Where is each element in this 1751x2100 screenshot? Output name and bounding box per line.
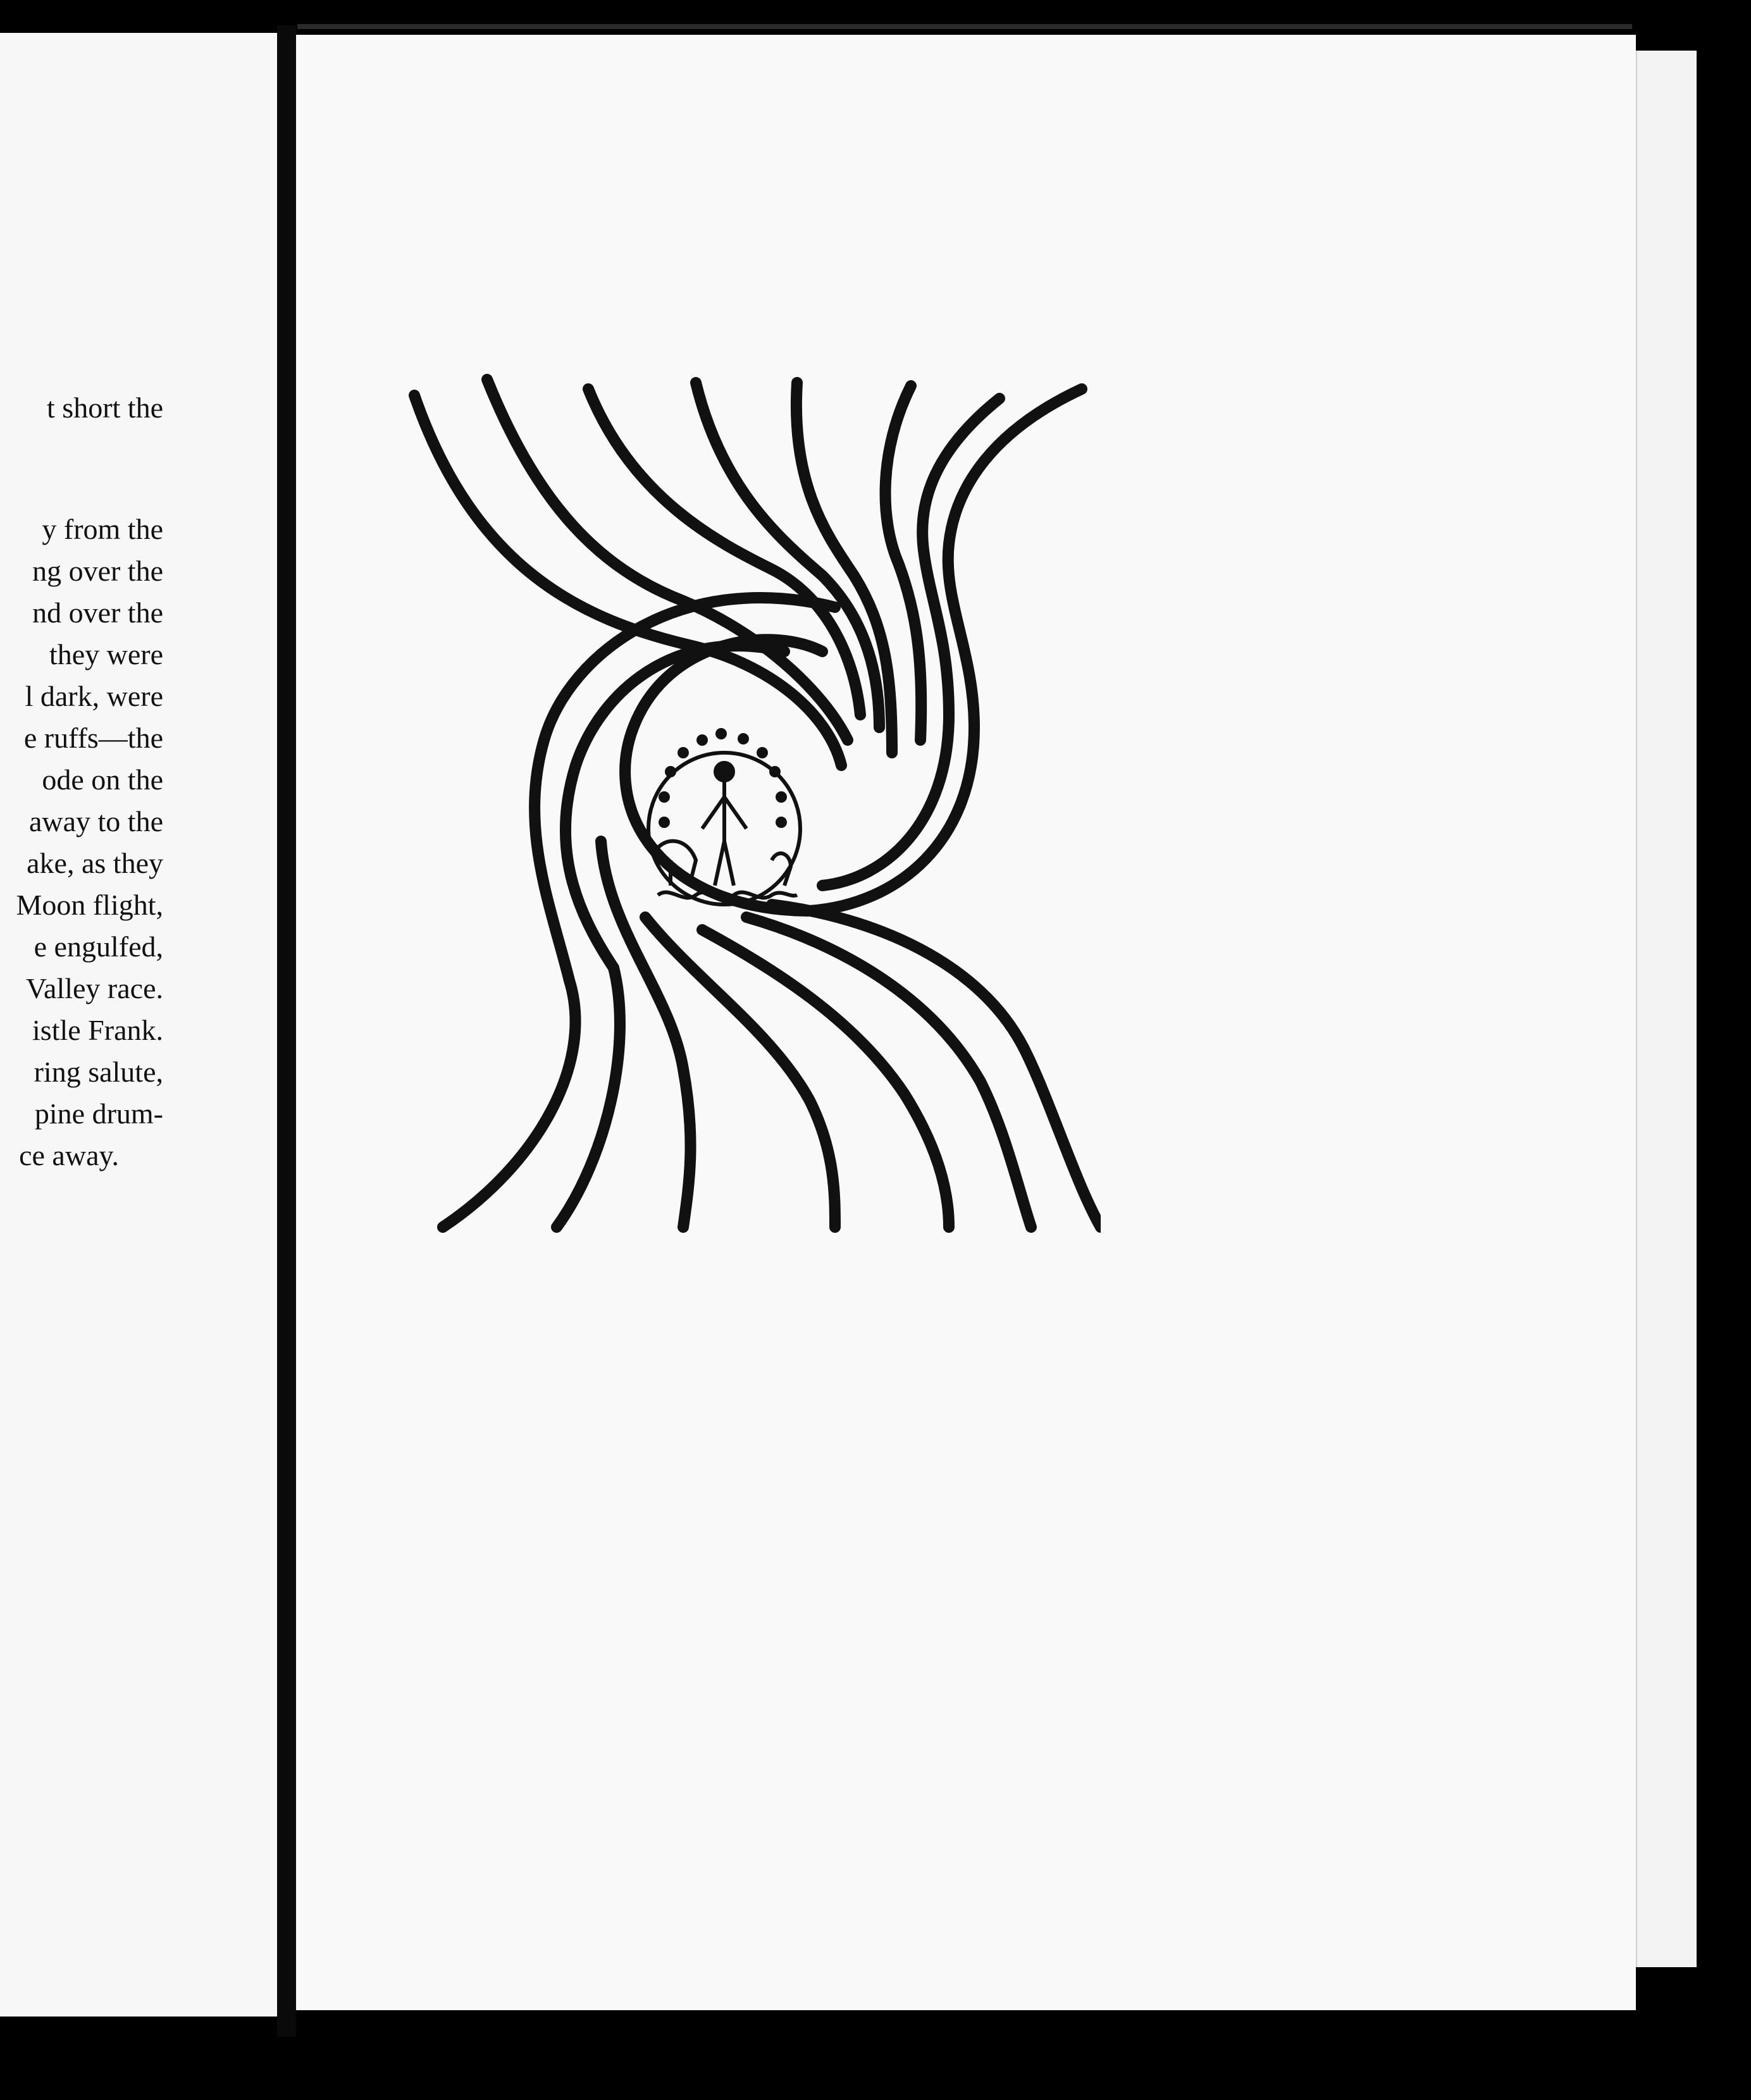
page-edge [1636, 51, 1697, 1967]
text-line: t short the [47, 392, 163, 424]
text-line: e engulfed, [34, 930, 163, 963]
text-line: ng over the [32, 555, 163, 587]
text-line: ake, as they [27, 847, 163, 879]
scan-top-edge [297, 24, 1632, 29]
text-line: ode on the [42, 763, 163, 796]
text-line: pine drum- [34, 1097, 163, 1130]
swirl-ornament [392, 361, 1101, 1271]
text-line: istle Frank. [32, 1014, 163, 1046]
text-line: away to the [28, 805, 163, 837]
text-line: y from the [42, 513, 163, 545]
text-line: nd over the [32, 596, 163, 629]
text-line: ring salute, [34, 1056, 163, 1088]
text-line: ce away. [19, 1139, 119, 1171]
text-line: e ruffs—the [23, 722, 163, 754]
medallion-figure [648, 753, 800, 905]
text-line: l dark, were [25, 680, 163, 712]
text-line: they were [49, 638, 163, 670]
text-line: Moon flight, [16, 889, 163, 921]
text-line: Valley race. [25, 972, 163, 1004]
book-gutter [277, 25, 296, 2037]
left-page [0, 33, 277, 2017]
